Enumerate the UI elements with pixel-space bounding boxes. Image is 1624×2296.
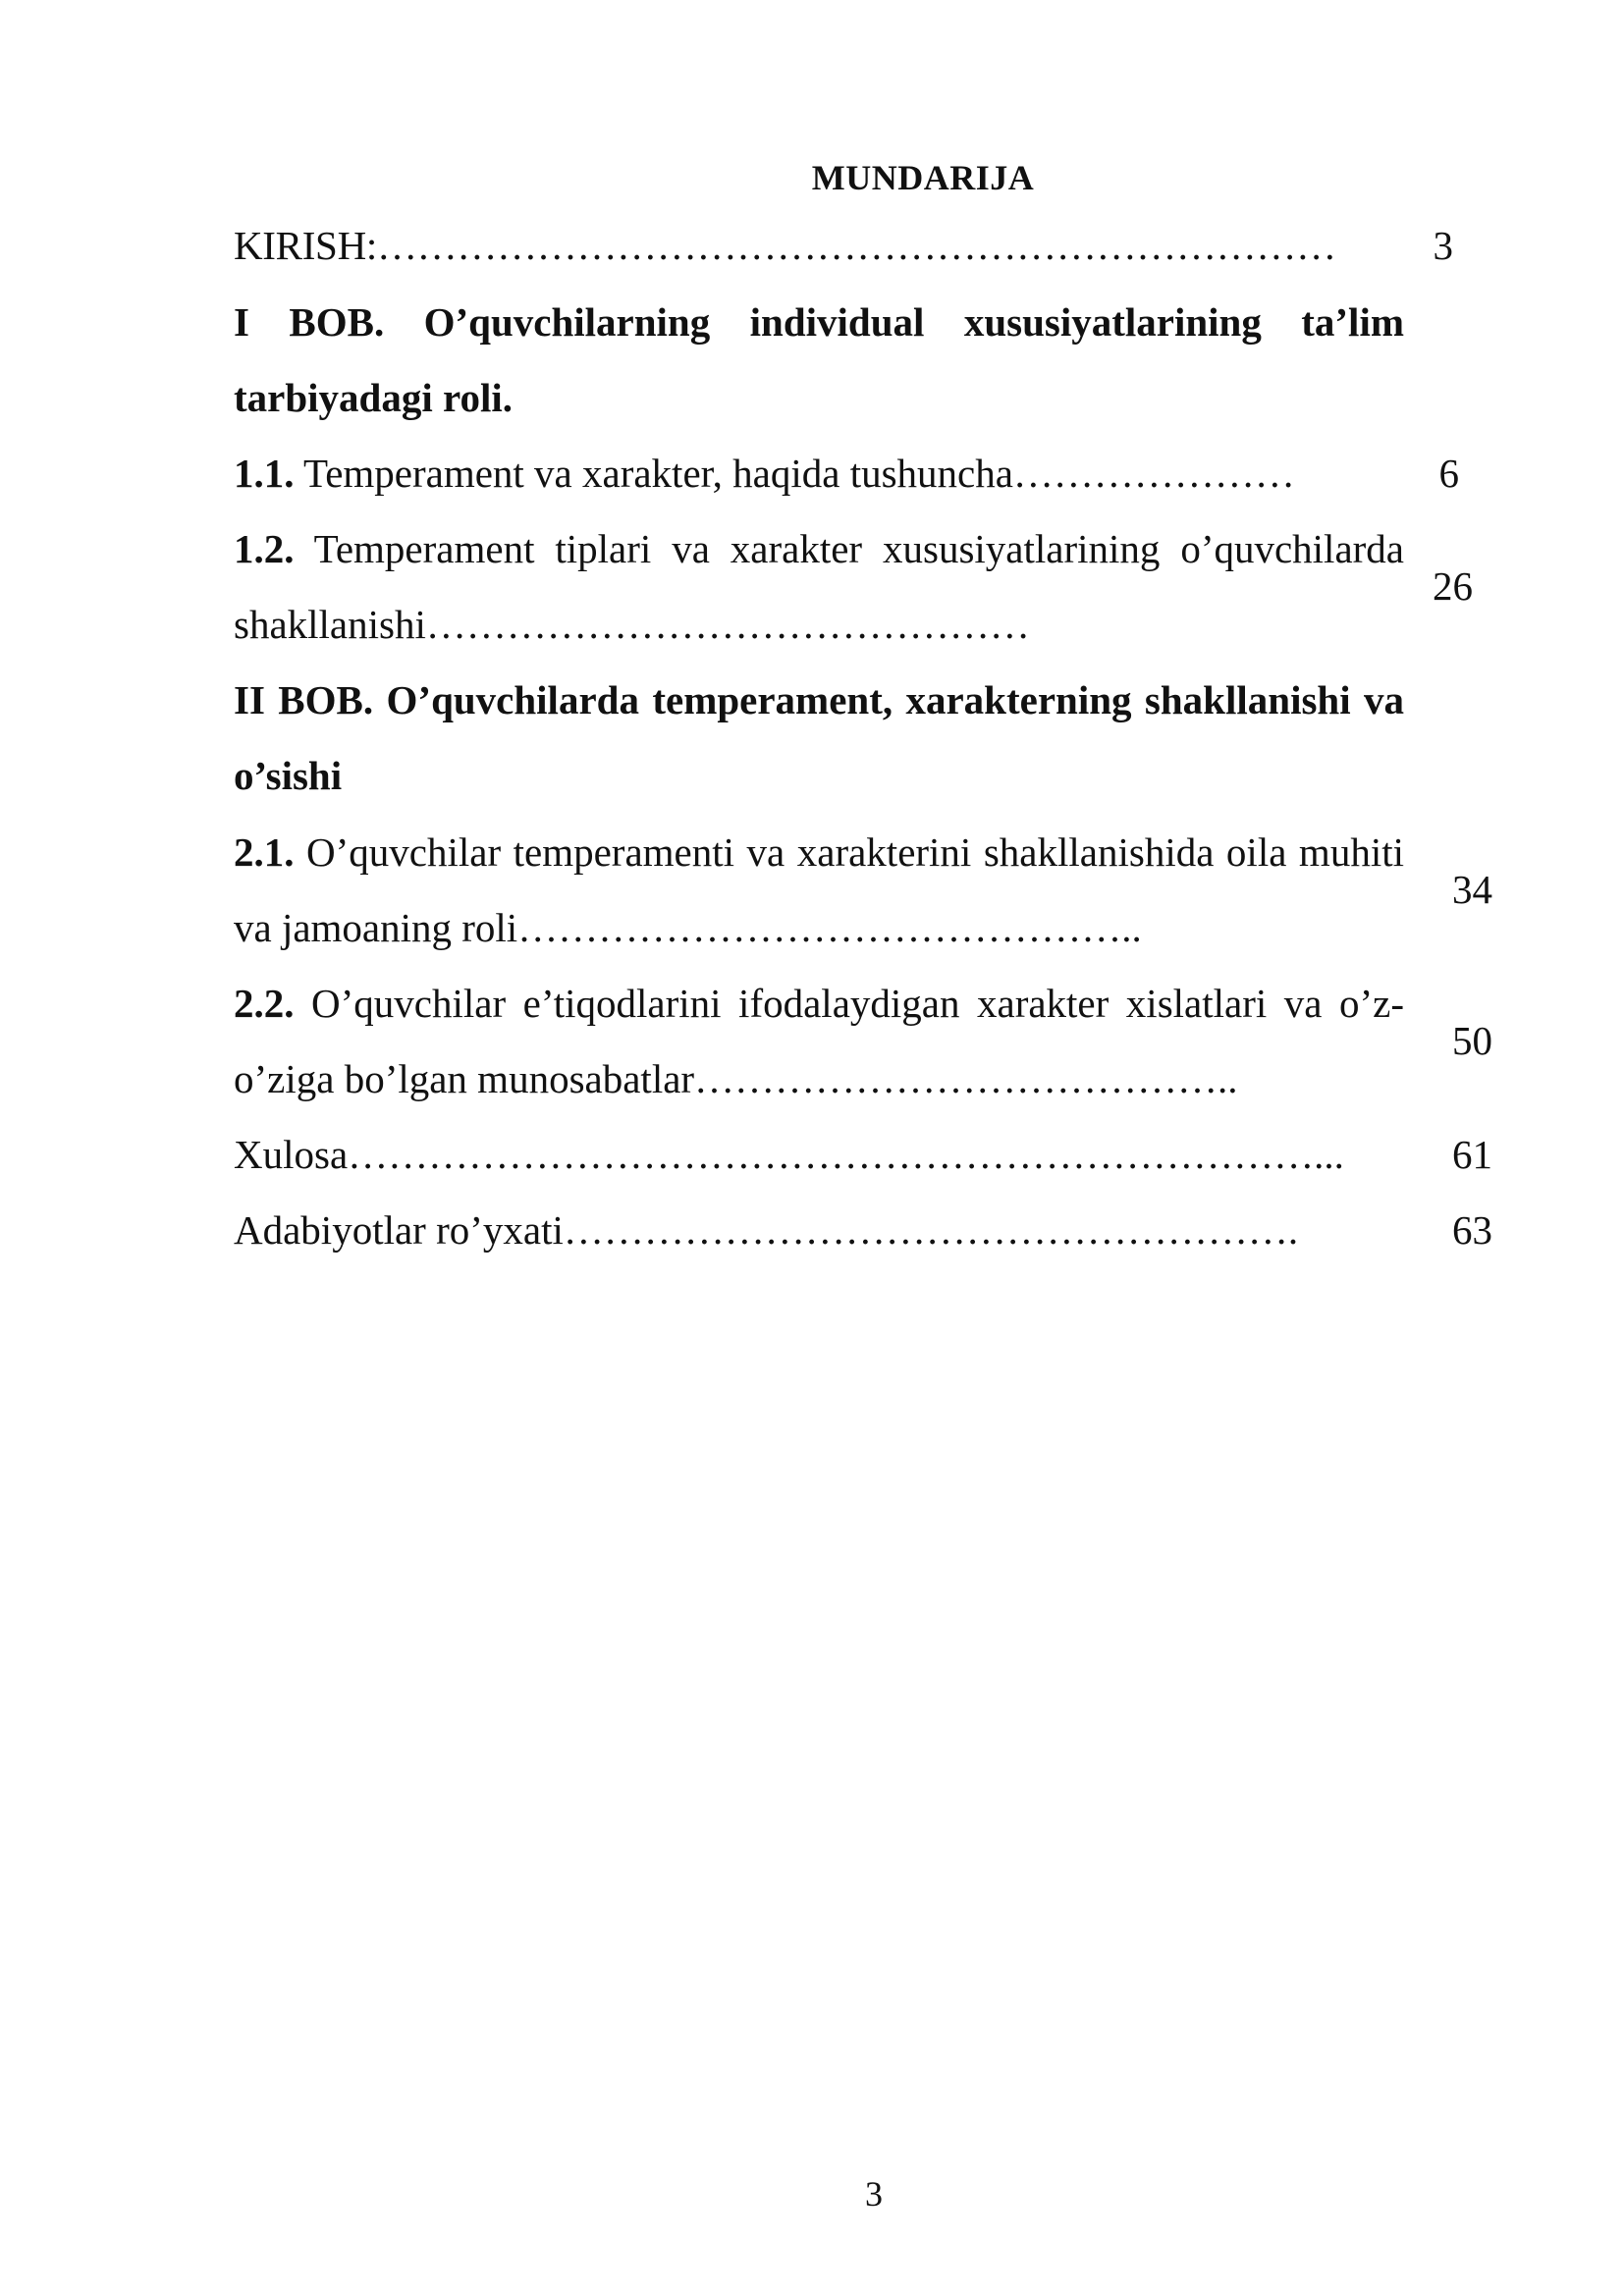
toc-entry-page-number: 26	[1433, 563, 1473, 609]
toc-entry-page-number: 34	[1452, 867, 1492, 912]
footer-page-number: 3	[865, 2174, 883, 2214]
toc-chapter-text: I BOB. O’quvchilarning individual xususiyatlarining ta’lim tarbiyadagi roli.	[234, 299, 1404, 420]
toc-entry-text: Xulosa………………………………………………………………...	[234, 1132, 1344, 1177]
toc-entry-page-number: 61	[1452, 1132, 1492, 1177]
toc-entry-page-number: 63	[1452, 1207, 1492, 1253]
toc-entry-page-number: 3	[1433, 223, 1453, 268]
toc-entry-number: 1.1.	[234, 451, 295, 496]
page-title: MUNDARIJA	[811, 158, 1035, 197]
toc-entry-text: Adabiyotlar ro’yxati……………………………………………….	[234, 1207, 1299, 1253]
toc-entry-text: O’quvchilar temperamenti va xarakterini shakllanishida oila muhiti va jamoaning roli………………………………………..	[234, 829, 1404, 950]
toc-entry-text: Temperament va xarakter, haqida tushuncha…………………	[294, 451, 1295, 496]
toc-chapter-text: II BOB. O’quvchilarda temperament, xarakterning shakllanishi va o’sishi	[234, 677, 1404, 798]
toc-entry-page-number: 6	[1438, 451, 1459, 496]
toc-entry-page-number: 50	[1452, 1018, 1492, 1063]
toc-entry-text: O’quvchilar e’tiqodlarini ifodalaydigan xarakter xislatlari va o’z-o’ziga bo’lgan munosabatlar…………………………………..	[234, 981, 1404, 1101]
toc-entry-number: 1.2.	[234, 526, 295, 571]
toc-entry-text: Temperament tiplari va xarakter xususiyatlarining o’quvchilarda shakllanishi………………………………………	[234, 526, 1404, 647]
toc-entry-number: 2.2.	[234, 981, 295, 1026]
toc-entry-text: KIRISH:………………………………………………………………	[234, 223, 1336, 268]
toc-entry-number: 2.1.	[234, 829, 295, 875]
